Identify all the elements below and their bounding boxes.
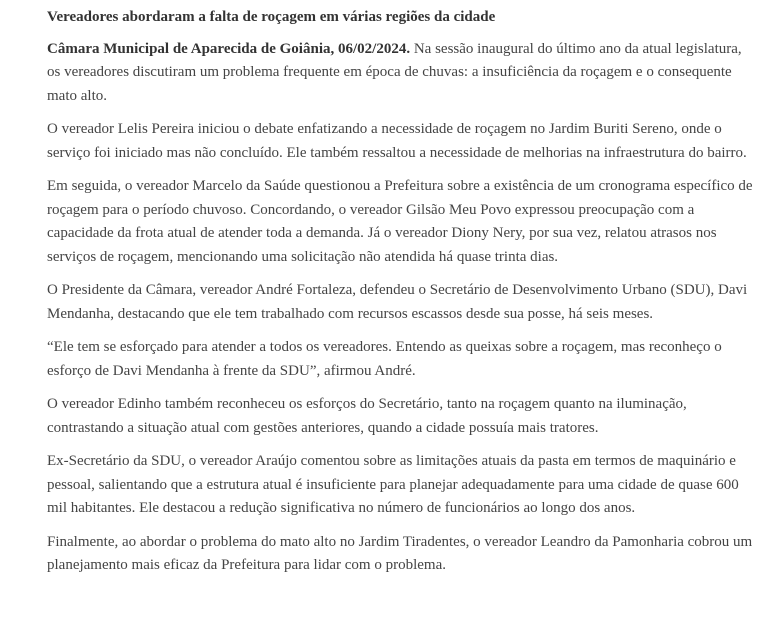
dateline: Câmara Municipal de Aparecida de Goiânia, 06/02/2024. — [47, 40, 411, 57]
article-headline: Vereadores abordaram a falta de roçagem em várias regiões da cidade — [47, 9, 496, 25]
paragraph-araujo: Ex-Secretário da SDU, o vereador Araújo comentou sobre as limitações atuais da pasta em termos de maquinário e pessoal, salientando que a estrutura atual é insuficiente para planejar adequadamente para uma cidade de quase 600 mil habitantes. Ele destacou a redução significativa no número de funcionários ao longo dos anos. — [47, 453, 739, 516]
paragraph-marcelo-gilsao-diony: Em seguida, o vereador Marcelo da Saúde questionou a Prefeitura sobre a existência de um cronograma específico de roçagem para o período chuvoso. Concordando, o vereador Gilsão Meu Povo expressou preocupação com a capacidade da frota atual de atender toda a demanda. Já o vereador Diony Nery, por sua vez, relatou atrasos nos serviços de roçagem, mencionando uma solicitação não atendida há quase trinta dias. — [47, 178, 753, 265]
paragraph-andre-fortaleza: O Presidente da Câmara, vereador André Fortaleza, defendeu o Secretário de Desenvolvimento Urbano (SDU), Davi Mendanha, destacando que ele tem trabalhado com recursos escassos desde sua posse, há seis meses. — [47, 282, 748, 322]
lead-text: Na sessão inaugural do último ano da atual legislatura, os vereadores discutiram um problema frequente em época de chuvas: a insuficiência da roçagem e o consequente mato alto. — [47, 40, 742, 104]
paragraph-quote-andre: “Ele tem se esforçado para atender a todos os vereadores. Entendo as queixas sobre a roçagem, mas reconheço o esforço de Davi Mendanha à frente da SDU”, afirmou André. — [47, 339, 722, 379]
paragraph-edinho: O vereador Edinho também reconheceu os esforços do Secretário, tanto na roçagem quanto na iluminação, contrastando a situação atual com gestões anteriores, quando a cidade possuía mais tratores. — [47, 396, 687, 436]
paragraph-lelis-pereira: O vereador Lelis Pereira iniciou o debate enfatizando a necessidade de roçagem no Jardim Buriti Sereno, onde o serviço foi iniciado mas não concluído. Ele também ressaltou a necessidade de melhorias na infraestrutura do bairro. — [47, 121, 747, 161]
lead-paragraph — [47, 38, 755, 109]
paragraph-leandro: Finalmente, ao abordar o problema do mato alto no Jardim Tiradentes, o vereador Leandro da Pamonharia cobrou um planejamento mais eficaz da Prefeitura para lidar com o problema. — [47, 533, 753, 573]
